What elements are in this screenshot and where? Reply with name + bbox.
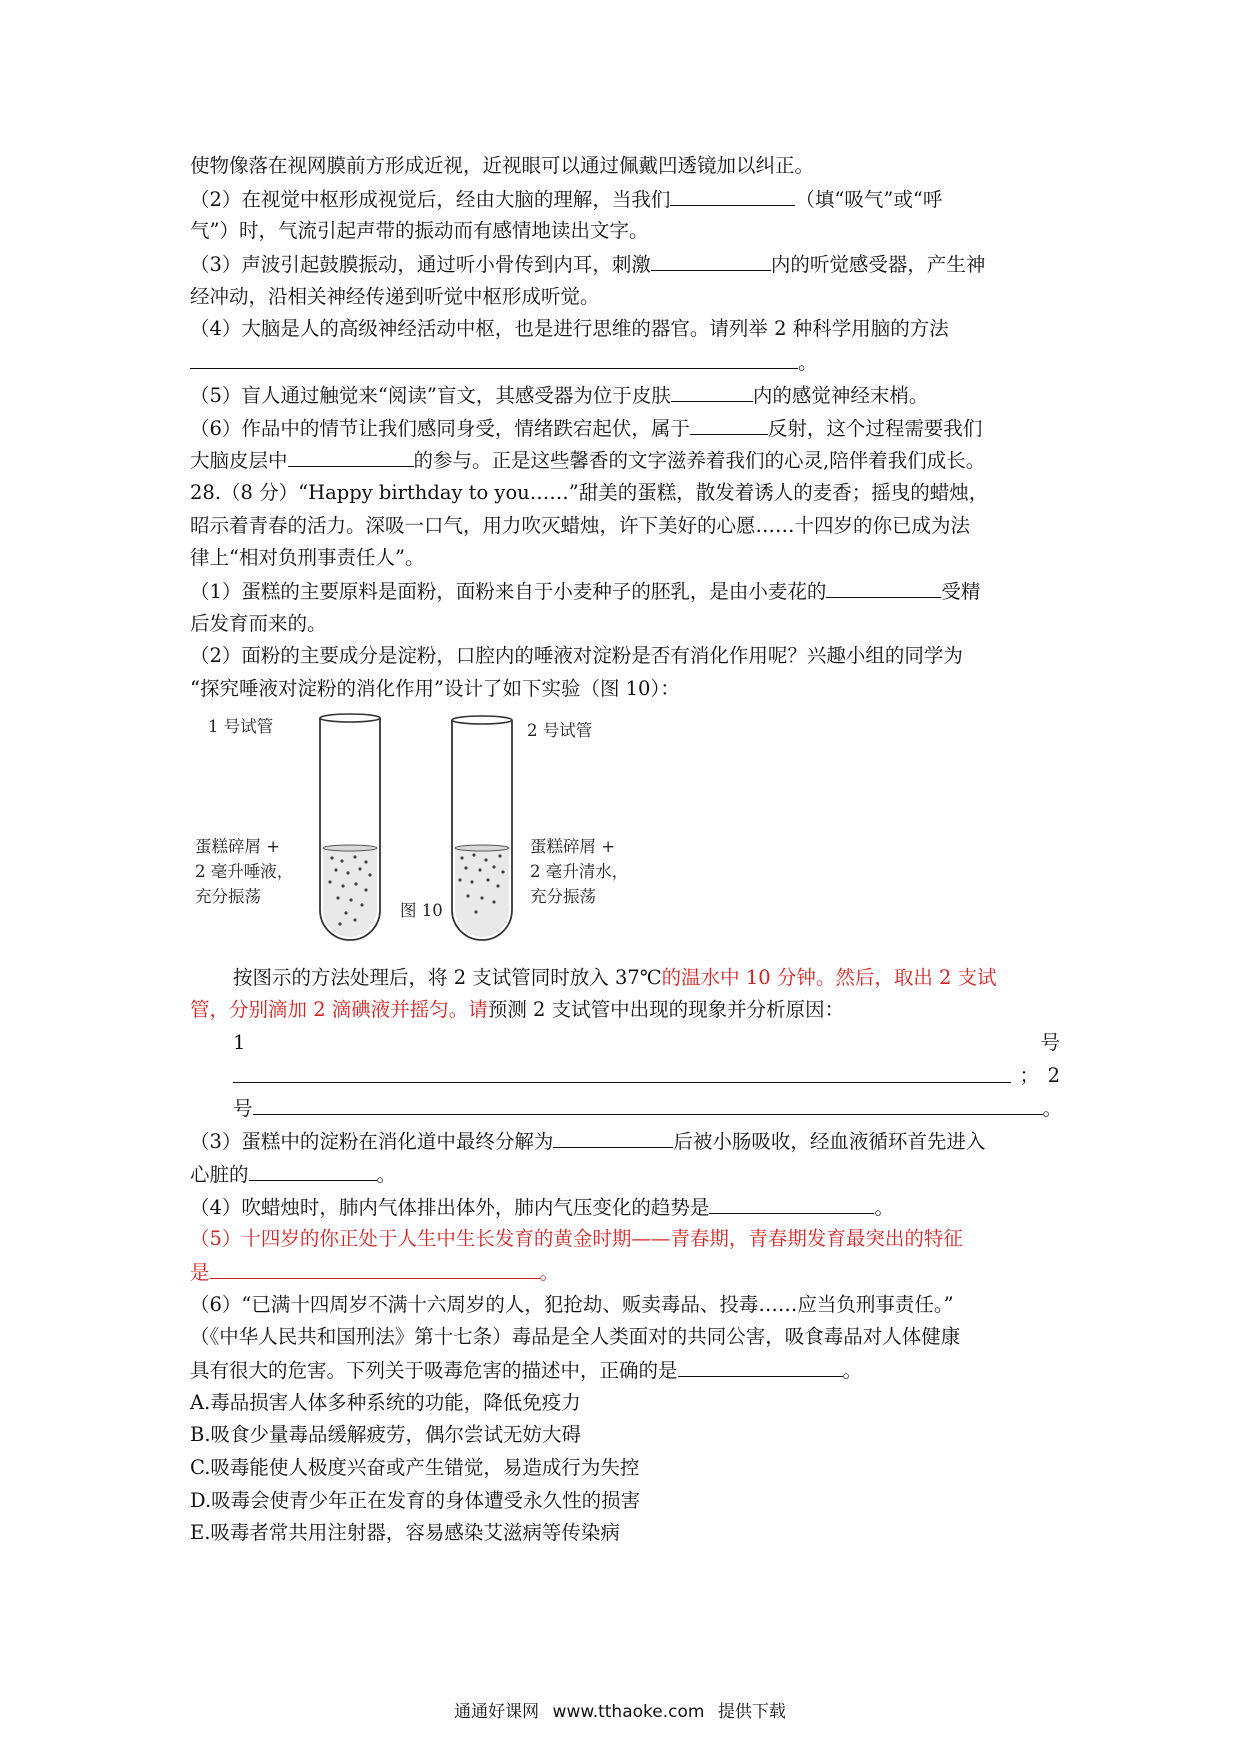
test-tube-2 (452, 716, 512, 940)
text-line: “探究唾液对淀粉的消化作用”设计了如下实验（图 10）： (190, 677, 680, 700)
document-body (190, 150, 1063, 1550)
question-line: （1）蛋糕的主要原料是面粉，面粉来自于小麦种子的胚乳，是由小麦花的 受精 (190, 575, 1060, 608)
text-line: 后发育而来的。 (190, 611, 327, 635)
answer-blank[interactable] (651, 248, 771, 271)
answer-line: 号 。 (190, 1092, 1060, 1125)
question-line: （2）在视觉中枢形成视觉后，经由大脑的理解，当我们 （填“吸气”或“呼 (190, 183, 1060, 216)
question-line: （3）声波引起鼓膜振动，通过听小骨传到内耳，刺激 内的听觉感受器，产生神 (190, 248, 1060, 281)
text-line: 律上“相对负刑事责任人”。 (190, 546, 425, 570)
question-line: （5）十四岁的你正处于人生中生长发育的黄金时期——青春期，青春期发育最突出的特征 (190, 1227, 963, 1251)
option-c: C.吸毒能使人极度兴奋或产生错觉，易造成行为失控 (190, 1456, 640, 1479)
question-heading: 28.（8 分）“Happy birthday to you……”甜美的蛋糕，散发着诱人的麦香；摇曳的蜡烛， (190, 480, 989, 504)
question-line: （3）蛋糕中的淀粉在消化道中最终分解为 后被小肠吸收，经血液循环首先进入 (190, 1125, 1060, 1158)
text-line: 气”）时，气流引起声带的振动而有感情地读出文字。 (190, 219, 649, 243)
answer-blank[interactable] (190, 346, 798, 369)
answer-blank[interactable] (253, 1092, 1043, 1115)
page-footer (0, 1697, 1240, 1722)
answer-line: 。 (190, 346, 1060, 379)
answer-blank[interactable] (671, 379, 753, 402)
answer-blank[interactable] (670, 183, 795, 206)
question-line: （6）“已满十四周岁不满十六周岁的人，犯抢劫、贩卖毒品、投毒……应当负刑事责任。” (190, 1292, 954, 1316)
text-line: 按图示的方法处理后，将 2 支试管同时放入 37℃的温水中 10 分钟。然后，取出 2 支试 (233, 965, 997, 989)
answer-line: ； 2 (190, 1060, 1060, 1093)
answer-blank[interactable] (690, 412, 768, 435)
text-line: 具有很大的危害。下列关于吸毒危害的描述中，正确的是 。 (190, 1354, 1060, 1387)
answer-blank[interactable] (233, 1060, 1011, 1083)
question-line: （2）面粉的主要成分是淀粉，口腔内的唾液对淀粉是否有消化作用呢？兴趣小组的同学为 (190, 644, 963, 668)
answer-line: 1 号 (233, 1031, 1060, 1055)
footer-suffix: 提供下载 (717, 1702, 786, 1722)
test-tube-1 (320, 714, 380, 940)
answer-blank[interactable] (709, 1191, 874, 1214)
answer-blank[interactable] (288, 444, 414, 467)
option-d: D.吸毒会使青少年正在发育的身体遭受永久性的损害 (190, 1488, 641, 1512)
answer-blank[interactable] (249, 1158, 377, 1181)
question-line: （4）大脑是人的高级神经活动中枢，也是进行思维的器官。请列举 2 种科学用脑的方法 (190, 317, 949, 341)
figure-10 (190, 710, 1060, 962)
answer-blank[interactable] (553, 1125, 673, 1148)
text-line: 心脏的 。 (190, 1158, 1060, 1191)
text-line: （《中华人民共和国刑法》第十七条）毒品是全人类面对的共同公害，吸食毒品对人体健康 (190, 1325, 961, 1349)
tube-2-label: 2 号试管 (527, 720, 593, 740)
question-line: （5）盲人通过触觉来“阅读”盲文，其感受器为位于皮肤 内的感觉神经末梢。 (190, 379, 1060, 412)
text-line: 使物像落在视网膜前方形成近视，近视眼可以通过佩戴凹透镜加以纠正。 (190, 154, 815, 177)
tube-1-label: 1 号试管 (208, 716, 274, 736)
text-line: 昭示着青春的活力。深吸一口气，用力吹灭蜡烛，许下美好的心愿……十四岁的你已成为法 (190, 513, 971, 537)
option-a: A.毒品损害人体多种系统的功能，降低免疫力 (190, 1390, 581, 1414)
tube-2-desc: 蛋糕碎屑 + 2 毫升清水， 充分振荡 (530, 836, 629, 906)
answer-line: 是 。 (190, 1256, 1060, 1289)
text-line: 经冲动，沿相关神经传递到听觉中枢形成听觉。 (190, 284, 600, 308)
option-b: B.吸食少量毒品缓解疲劳，偶尔尝试无妨大碍 (190, 1423, 582, 1447)
option-e: E.吸毒者常共用注射器，容易感染艾滋病等传染病 (190, 1521, 620, 1545)
figure-caption: 图 10 (400, 900, 443, 920)
answer-blank[interactable] (210, 1256, 540, 1279)
text-line: 大脑皮层中 的参与。正是这些馨香的文字滋养着我们的心灵,陪伴着我们成长。 (190, 444, 1060, 477)
tube-1-desc: 蛋糕碎屑 + 2 毫升唾液， 充分振荡 (195, 836, 294, 906)
footer-url[interactable]: www.tthaoke.com (552, 1702, 705, 1722)
answer-blank[interactable] (678, 1354, 843, 1377)
question-line: （4）吹蜡烛时，肺内气体排出体外，肺内气压变化的趋势是 。 (190, 1191, 1060, 1224)
footer-site: 通通好课网 (454, 1702, 540, 1722)
answer-blank[interactable] (826, 575, 941, 598)
question-line: （6）作品中的情节让我们感同身受，情绪跌宕起伏，属于 反射，这个过程需要我们 (190, 412, 1060, 445)
text-line: 管，分别滴加 2 滴碘液并摇匀。请预测 2 支试管中出现的现象并分析原因： (190, 998, 845, 1022)
